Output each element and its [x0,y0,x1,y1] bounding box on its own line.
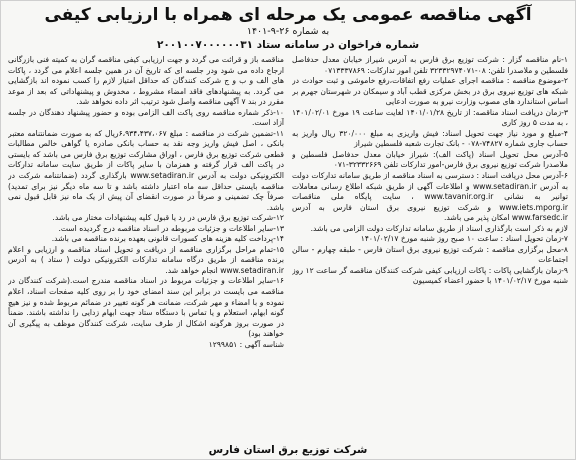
call-number: شماره فراخوان در سامانه ستاد ۲۰۰۱۰۰۷۰۰۰۰۰۰۳۱ [156,39,420,51]
notice-paragraph: ۱-نام مناقصه گزار : شرکت توزیع برق فارس به آدرس شیراز خیابان معدل حدفاصل فلسطین و ملاصدرا تلفن: ۰۸-۳۲۳۳۲۹۷۴۰۷۱ تلفن امور تدارکات: ۰۷۱۳۳۳۷۸۶۹ [292,55,568,75]
left-column [8,55,284,455]
notice-date: به شماره ۲۶-۹-۱۴۰۱ [246,26,330,37]
notice-body [8,55,568,455]
notice-paragraph: ۷-زمان تحویل اسناد : ساعت ۱۰ صبح روز شنبه مورخ ۱۴۰۱/۰۲/۱۷ [360,234,568,244]
notice-paragraph: ۶-آدرس محل دریافت اسناد : دسترسی به اسناد مناقصه از طریق سامانه تدارکات دولت به آدرس www.setadiran.ir و اطلاعات آگهی از طریق شبکه اطلاع رسانی معاملات توانیر به نشانی www.tavanir.org.ir ، سایت پایگاه ملی مناقصات www.iets.mporg.ir و شرکت توزیع نیروی برق استان فارس به آدرس www.farsedc.ir امکان پذیر می باشد. [292,171,568,223]
notice-paragraph: ۱۶-سایر اطلاعات و جزئیات مربوط در اسناد مناقصه مندرج است.(شرکت کنندگان در مناقصه می بایست در برابر این سند امضای خود را بر روی کلیه صفحات اسناد، اعلام نموده و با امضاء و مهر شرکت، ضمانت هر گونه تغییر در ضمائم مربوط شده و نیز هیچ گونه ابهام، استعلام و یا تماس با دستگاه ستاد جهت ابهام زدایی را نداشته باشند. ضمناً در صورت بروز هرگونه اشکال از طرف سایت، شرکت کنندگان موظف به پیگیری آن خواهند بود) [8,276,284,339]
company-signature: شرکت توزیع برق استان فارس [208,444,368,456]
notice-paragraph: ۱۳-سایر اطلاعات و جزئیات مربوطه در اسناد مناقصه درج گردیده است. [58,223,284,233]
notice-paragraph: ۲-موضوع مناقصه : مناقصه اجرای عملیات رفع اتفاقات،رفع خاموشی و ثبت حوادث در شبکه های توزیع نیروی برق در بخش مرکزی قطب آباد و سیمکان در شهرستان جهرم بر اساس استاندارد های مصوب وزارت نیرو به صورت ادعایی [292,76,568,107]
right-column [292,55,568,455]
notice-paragraph: شناسه آگهی : ۱۲۹۹۸۵۱ [208,339,284,349]
notice-paragraph: ۱۵-تمام مراحل برگزاری مناقصه از دریافت و تحویل اسناد مناقصه و ارزیابی و اعلام برنده مناقصه از طریق درگاه سامانه تدارکات الکترونیکی دولت ( ستاد ) به آدرس www.setadiran.ir انجام خواهد شد. [8,244,284,275]
notice-paragraph: ۹-زمان بازگشایی پاکات : پاکات ارزیابی کیفی شرکت کنندگان مناقصه گر ساعت ۱۲ روز شنبه مورخ ۱۴۰۱/۰۲/۱۷ با حضور اعضاء کمیسیون [292,265,568,286]
notice-paragraph: ۴-مبلغ و مورد نیاز جهت تحویل اسناد: فیش واریزی به مبلغ ۳۲۰/۰۰۰ ریال واریز به حساب جاری شماره ۷۴۸۲۷-۰۷۸ - بانک تجارت شعبه فلسطین شیراز [292,128,568,149]
notice-paragraph: ۳-زمان دریافت اسناد مناقصه: از تاریخ ۱۴۰۱/۰۱/۲۸ لغایت ساعت ۱۹ مورخ ۱۴۰۱/۰۲/۰۱ ، به مدت ۵ روز کاری [292,107,568,128]
notice-paragraph: مناقصه باز و قرائت می گردد و جهت ارزیابی کیفی مناقصه گران به کمیته فنی بازرگانی ارجاع داده می شود ودر جلسه ای که تاریخ آن در همین جلسه اعلام می گردد ، پاکات های الف و ب و ج شرکت کنندگان که حداقل امتیاز لازم را کسب نموده اند بازگشایی می گردد. به پیشنهادهای فاقد امضاء مشروط ، مخدوش و پیشنهاداتی که بعد از موعد مقرر در بند ۷ آگهی مناقصه واصل شود ترتیب اثر داده نخواهد شد. [8,55,284,107]
notice-paragraph: ۱۱-تضمین شرکت در مناقصه : مبلغ ۶،۹۳۴،۴۳۷،۰۶۷ریال که به صورت ضمانتنامه معتبر بانکی ، اصل فیش واریز وجه نقد به حساب بانکی صادره یا گواهی خالص مطالبات قطعی شرکت توزیع برق فارس ، اوراق مشارکت توزیع برق فارس می باشد که بایستی در پاکت الف قرار گرفته و همزمان با سایر پاکات از طریق سایت سامانه تدارکات الکترونیکی دولت به آدرس www.setadiran.ir بارگذاری گردد (ضمانتنامه شرکت در مناقصه بایستی حداقل سه ماه اعتبار داشته باشد و تا سه ماه دیگر نیز برای تمدید) صرفاً چک تضمینی و صرفاً در صورت انقضای آن پیش از یک ماه نیز قابل قبول نمی باشد. [8,128,284,212]
notice-paragraph: ۸-محل برگزاری مناقصه : شرکت توزیع نیروی برق استان فارس - طبقه چهارم - سالن اجتماعات [292,244,568,265]
notice-paragraph: ۱۲-شرکت توزیع برق فارس در رد یا قبول کلیه پیشنهادات مختار می باشد. [52,213,284,223]
notice-paragraph: ۵-آدرس محل تحویل اسناد (پاکت الف): شیراز خیابان معدل حدفاصل فلسطین و ملاصدرا شرکت توزیع نیروی برق فارس-امور تدارکات تلفن ۳۲۳۳۲۶۶۹-۰۷۱ [292,149,568,170]
notice-paragraph: ۱۴-پرداخت کلیه هزینه های کسورات قانونی بعهده برنده مناقصه می باشد. [51,234,284,244]
notice-header [8,5,568,55]
notice-paragraph: لازم به ذکر است بارگذاری اسناد از طریق سامانه تدارکات دولت الزامی می باشد. [310,223,568,233]
notice-paragraph: ۱۰-ذکر شماره مناقصه روی پاکت الف الزامی بوده و حضور پیشنهاد دهندگان در جلسه آزاد است. [8,107,284,128]
notice-title: آگهی مناقصه عمومی یک مرحله ای همراه با ارزیابی کیفی [44,5,532,25]
